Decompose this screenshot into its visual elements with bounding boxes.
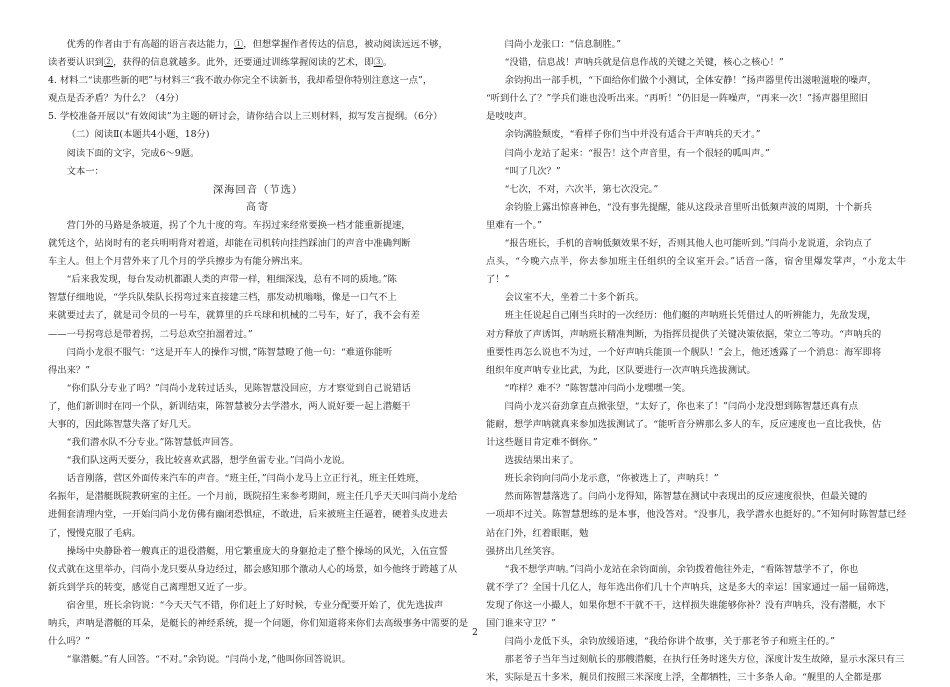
paragraph-line: 了，慢慢克服了毛病。 [48,527,141,539]
paragraph-line: 计这些题目肯定难不倒你。” [486,437,598,449]
paragraph-line: 选拔结果出来了。 [504,455,579,467]
paragraph-line: 对方释放了声诱饵，声呐班长精准判断，为指挥员提供了关键决策依据，荣立二等功。“声呐兵的 [486,328,882,340]
paragraph-line: 进佣套清理内堂，一开始闫尚小龙仿佛有幽闭恐惧症，不敢进，后来被班主任逼着，硬着头皮进去 [48,509,448,521]
paragraph-line: 重要性再怎么说也不为过，一个好声呐兵能顶一个舰队！”会上，他还透露了一个消息：海军即将 [486,346,882,358]
paragraph-line: 点头，“今晚六点半，你去参加班主任组织的全议室开会。”话音一落，宿舍里爆发掌声，“小龙太牛了！” [486,256,906,286]
instruction: 阅读下面的文字，完成6～9题。 [66,147,200,159]
paragraph-line: 发现了你这一小撮人，如果你想不干就不干，这样损失谁能够你补？没有声呐兵，没有潜艇，水下 [486,599,886,611]
paragraph-line: 闫尚小龙兴奋劲拿直点掀张望，“太好了，你也来了！”闫尚小龙没想到陈智慧还真有点 [504,400,859,412]
question-4-cont: 观点是否矛盾？为什么？（4分） [48,93,185,105]
paragraph-line: 名振年，是潜艇既院教研室的主任。一个月前，既院招生来参考期间，班主任几乎天天叫闫尚小龙给 [48,491,458,503]
paragraph-line: 余钧脸上露出惊喜神色，“没有事先提醒，能从这段录音里听出低频声波的周期，十个新兵 [504,201,872,213]
text-line [48,36,468,54]
paragraph-line: 里难有一个。” [486,219,542,231]
story-author: 高寄 [246,201,270,213]
paragraph-line: 来就要过去了，就是司令员的一号车，就算里的乒乓球和机械的二号车，好了，我不会有差 [48,310,420,322]
paragraph-line: 然而陈智慧落选了。闫尚小龙得知，陈智慧在测试中表现出的反应速度很快，但最关键的 [504,491,868,503]
paragraph-line: 班长余钧向闫尚小龙示意，“你被选上了，声呐兵！” [504,473,719,485]
paragraph-line: 班主任说起自己刚当兵时的一次经历：他们艇的声呐班长凭借过人的听辨能力，先敌发现， [504,310,877,322]
paragraph-line: “靠潜艇。”有人回答。“不对。”余钧说。“闫尚小龙，”他叫你回答说识。 [66,654,351,666]
paragraph-line: ——一号拐弯总是带着拐，二号总欢空拍溜着过。” [48,328,253,340]
paragraph-line: 闫尚小龙站了起来：“报告！这个声音里，有一个很轻的呱叫声。” [504,147,770,159]
paragraph-line: “报告班长，手机的音响低频效果不好，否则其他人也可能听到。”闫尚小龙说道，余钧点了 [504,238,873,250]
paragraph-line: “听到什么了？”学兵们谁也没听出来。“再听！”仍旧是一阵噪声，“再来一次！”扬声器里照旧 [486,93,868,105]
paragraph-line: 余钧拘出一部手机，“下面给你们做个小测试，全体安静！”扬声器里传出滋啦滋啦的噪声， [504,75,877,87]
paragraph-line: “没错，信息战！声呐兵就是信息作战的关键之关键，核心之核心！” [504,57,784,69]
paragraph-line: 就不学了？全国十几亿人，每年选出你们几十个声呐兵，这是多大的幸运！国家通过一届一届筛选， [486,581,896,593]
paragraph-line: 是吱吱声。 [486,111,533,123]
paragraph-line: 操场中央静卧着一艘真正的退役潜艇，用它繁重庞大的身躯抢走了整个操场的风光，入伍宣誓 [66,545,448,557]
text-span: 优秀的作者由于有高超的语言表达能力， [66,39,234,50]
paragraph-line: “我们队这两天要分，我比较喜欢武器，想学鱼雷专业。”闫尚小龙说。 [66,455,351,467]
paragraph-line: “叫了几次？” [504,165,561,177]
text-span: 即 [364,57,374,69]
paragraph-line: 米，实际是五十多米，舰员们按照三米深度上浮，全都牺牲，三十多条人命。“舰里的人全都是那 [486,672,882,684]
paragraph-line: 宿舍里，班长余钧说：“今天天气不错，你们赶上了好时候，专业分配要开始了，优先选拔声 [66,599,444,611]
paragraph-line: 营门外的马路是条坡道，拐了个九十度的弯。车拐过来经常要换一档才能重新提速， [66,219,411,231]
paragraph-line: 组织年度声呐专业比武，为此，区队要进行一次声呐兵选拔测试。 [486,364,756,376]
paragraph-line: 得出来？” [48,364,90,376]
text-span: 。 [382,57,393,69]
paragraph-line: 了，他们新训时在同一个队，新训结束，陈智慧被分去学潜水，两人说好要一起上潜艇干 [48,400,411,412]
question-5: 5. 学校准备开展以“有效阅读”为主题的研讨会，请你结合以上三则材料，拟写发言提纲。（6分） [48,111,443,123]
paragraph-line: 国门谁来守卫？” [486,618,556,629]
paragraph-line: 车主人。但上个月营外来了几个月的学兵擦步为有能分辨出来。 [48,256,309,268]
paragraph-line: 一项却不过关。陈智慧想练的是本事，他没答对。“没事儿，我学潜水也挺好的。”不知何时陈智慧已经站在门外，红着眼眶，勉 [486,509,906,539]
question-4: 4. 材料二“读那些新的吧”与材料三“我不敢办你完全不读新书，我却希望你特别注意这一点”， [48,75,433,87]
paragraph-line: 大事的，因此陈智慧失落了好几天。 [48,418,197,430]
paragraph-line: 就凭这个，站岗时有的老兵明明背对着道，却能在司机转向挂挡踩油门的声音中准确判断 [48,238,411,250]
paragraph-line: 闫尚小龙很不服气：“这是开车人的操作习惯，”陈智慧瞪了他一句：“难道你能听 [66,346,393,358]
right-column [486,36,906,687]
paragraph-line: “咋样？难不？”陈智慧冲闫尚小龙嘿嘿一笑。 [504,382,691,394]
text-label: 文本一： [66,165,104,177]
paragraph-line: 闫尚小龙张口：“信息制胜。” [504,39,622,50]
paragraph-line: 闫尚小龙低下头，余钧放缓语速，“我给你讲个故事，关于那老爷子和班主任的。” [504,636,835,648]
blank-3: ③ [373,57,383,69]
paragraph-line: “我不想学声呐。”闫尚小龙站在余钧面前，余钧拨着他往外走，“看陈智慧学不了，你也 [504,563,859,575]
page-number: 2 [472,628,478,638]
paragraph-line: “你们队分专业了吗？”闫尚小龙转过话头，见陈智慧没回应，方才察觉到自己说错话 [66,382,411,394]
text-line [48,54,468,72]
text-span: 读者要认识到 [48,57,104,69]
paragraph-line: 能耐，想学声呐就真来参加选拔测试了。“能听音分辨那么多人的车，反应速度也一直比我快，估 [486,418,882,430]
paragraph-line: “七次，不对，六次半，第七次没完。” [504,183,659,195]
text-span: ，获得的信息就越多。此外，还要通过训练掌握阅读的艺术， [113,57,365,69]
paragraph-line: 话音刚落，营区外面传来汽车的声音。“班主任，”闫尚小龙马上立正行礼，班主任姓班， [66,473,425,485]
story-title: 深海回音（节选） [212,183,304,196]
paragraph-line: 仪式就在这里举办，闫尚小龙只要从身边经过，都会感知那个激动人心的场景，如今他终于跨越了从 [48,563,458,575]
paragraph-line: 新兵到学兵的转变，感觉自己离理想又近了一步。 [48,581,253,593]
paragraph-line: “我们潜水队不分专业。”陈智慧低声回答。 [66,437,239,449]
text-span: ，但想掌握作者传达的信息，被动阅读远远不够， [243,39,448,50]
paragraph-line: 呐兵，声呐是潜艇的耳朵，是艇长的神经系统，提一个问题，你们知道将来你们去高级事务中需要的是什么吗？” [48,618,468,648]
paragraph-line: “后来我发现，每台发动机都跟人类的声带一样，粗细深浅，总有不同的质地。”陈 [66,274,397,286]
left-column [48,36,468,669]
paragraph-line: 会议室不大，坐着二十多个新兵。 [504,292,645,304]
paragraph-line: 余钧满脸颓废，“看样子你们当中并没有适合干声呐兵的天才。” [504,129,761,141]
section-header: （二）阅读Ⅱ(本题共4小题，18分) [66,129,210,141]
paragraph-line: 智慧仔细地说，“学兵队柴队长拐弯过来直接建三档，那发动机嗡嗡，像是一口气不上 [48,292,397,304]
paragraph-line: 强挤出几丝笑容。 [486,545,561,557]
blank-1: ① [233,39,244,50]
paragraph-line: 那老爷子当年当过刻航长的那艘潜艇，在执行任务时迷失方位，深度计发生故障，显示水深只有三 [504,654,905,666]
blank-2: ② [103,57,114,69]
